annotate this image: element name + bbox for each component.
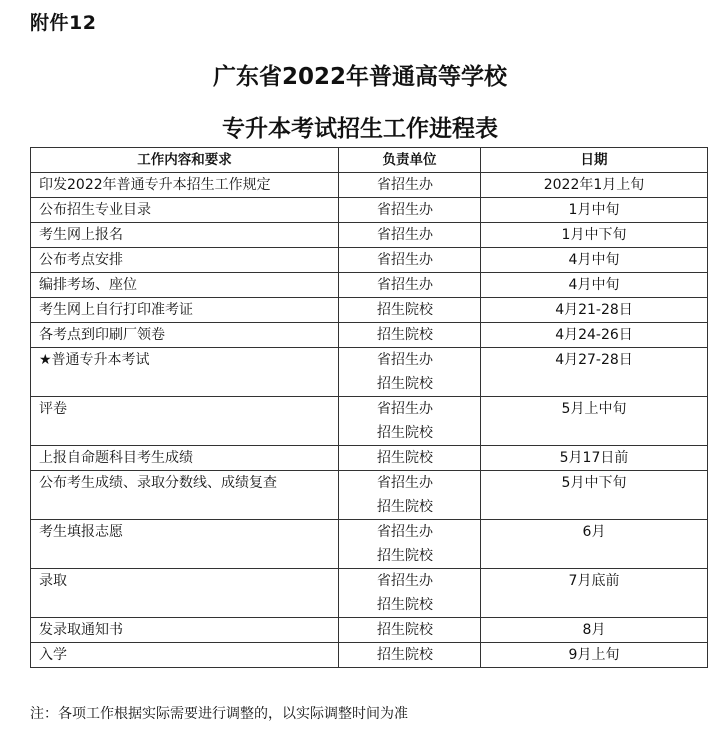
table-row <box>31 348 708 397</box>
table-row <box>31 223 708 248</box>
task-cell: 上报自命题科目考生成绩 <box>31 446 339 471</box>
table-row <box>31 198 708 223</box>
table-row <box>31 273 708 298</box>
task-cell: 评卷 <box>31 397 339 446</box>
date-cell: 1月中下旬 <box>481 223 708 248</box>
unit-cell <box>339 198 481 223</box>
unit-cell <box>339 298 481 323</box>
unit-cell <box>339 223 481 248</box>
table-row <box>31 569 708 618</box>
table-row <box>31 618 708 643</box>
unit-line: 省招生办 <box>377 177 433 193</box>
footnote: 注：各项工作根据实际需要进行调整的，以实际调整时间为准 <box>30 706 408 722</box>
unit-line: 招生院校 <box>377 647 433 663</box>
unit-line: 省招生办 <box>377 227 433 243</box>
unit-cell <box>339 248 481 273</box>
date-cell: 4月24-26日 <box>481 323 708 348</box>
unit-line: 省招生办 <box>377 277 433 293</box>
unit-cell <box>339 471 481 520</box>
document-title-line-1: 广东省2022年普通高等学校 <box>212 64 507 90</box>
unit-cell <box>339 569 481 618</box>
header-task: 工作内容和要求 <box>31 148 339 173</box>
attachment-label: 附件12 <box>30 12 97 34</box>
task-cell: 各考点到印刷厂领卷 <box>31 323 339 348</box>
table-row <box>31 471 708 520</box>
task-cell: 考生网上自行打印准考证 <box>31 298 339 323</box>
date-cell: 9月上旬 <box>481 643 708 668</box>
unit-cell <box>339 520 481 569</box>
unit-line: 省招生办 <box>377 352 433 368</box>
document-title-line-2: 专升本考试招生工作进程表 <box>222 116 498 142</box>
unit-cell <box>339 446 481 471</box>
unit-cell <box>339 273 481 298</box>
table-row <box>31 520 708 569</box>
table-row <box>31 446 708 471</box>
unit-line: 招生院校 <box>377 450 433 466</box>
unit-line: 省招生办 <box>377 573 433 589</box>
table-body <box>31 173 708 668</box>
header-unit: 负责单位 <box>339 148 481 173</box>
unit-cell <box>339 348 481 397</box>
unit-line: 招生院校 <box>377 327 433 343</box>
date-cell: 4月27-28日 <box>481 348 708 397</box>
task-cell: 印发2022年普通专升本招生工作规定 <box>31 173 339 198</box>
unit-cell <box>339 173 481 198</box>
date-cell: 1月中旬 <box>481 198 708 223</box>
unit-cell <box>339 397 481 446</box>
date-cell: 4月21-28日 <box>481 298 708 323</box>
unit-line: 省招生办 <box>377 524 433 540</box>
date-cell: 5月中下旬 <box>481 471 708 520</box>
task-cell: 录取 <box>31 569 339 618</box>
unit-line: 招生院校 <box>377 597 433 613</box>
unit-line: 省招生办 <box>377 202 433 218</box>
unit-line: 招生院校 <box>377 425 433 441</box>
date-cell: 7月底前 <box>481 569 708 618</box>
table-row <box>31 173 708 198</box>
unit-cell <box>339 643 481 668</box>
task-cell: 考生填报志愿 <box>31 520 339 569</box>
table-row <box>31 397 708 446</box>
task-cell: 考生网上报名 <box>31 223 339 248</box>
table-row <box>31 643 708 668</box>
unit-line: 招生院校 <box>377 499 433 515</box>
unit-line: 招生院校 <box>377 548 433 564</box>
task-cell: 编排考场、座位 <box>31 273 339 298</box>
task-cell: 公布招生专业目录 <box>31 198 339 223</box>
task-cell: 公布考点安排 <box>31 248 339 273</box>
table-header-row <box>31 148 708 173</box>
unit-line: 招生院校 <box>377 622 433 638</box>
date-cell: 4月中旬 <box>481 248 708 273</box>
date-cell: 5月上中旬 <box>481 397 708 446</box>
task-cell: 入学 <box>31 643 339 668</box>
date-cell: 6月 <box>481 520 708 569</box>
table-row <box>31 298 708 323</box>
table-row <box>31 248 708 273</box>
date-cell: 8月 <box>481 618 708 643</box>
task-cell: 公布考生成绩、录取分数线、成绩复查 <box>31 471 339 520</box>
task-cell: ★普通专升本考试 <box>31 348 339 397</box>
date-cell: 4月中旬 <box>481 273 708 298</box>
schedule-table <box>30 147 708 668</box>
task-cell: 发录取通知书 <box>31 618 339 643</box>
unit-line: 招生院校 <box>377 302 433 318</box>
unit-cell <box>339 618 481 643</box>
unit-line: 省招生办 <box>377 401 433 417</box>
header-date: 日期 <box>481 148 708 173</box>
date-cell: 5月17日前 <box>481 446 708 471</box>
date-cell: 2022年1月上旬 <box>481 173 708 198</box>
unit-line: 招生院校 <box>377 376 433 392</box>
unit-line: 省招生办 <box>377 475 433 491</box>
unit-line: 省招生办 <box>377 252 433 268</box>
table-row <box>31 323 708 348</box>
unit-cell <box>339 323 481 348</box>
